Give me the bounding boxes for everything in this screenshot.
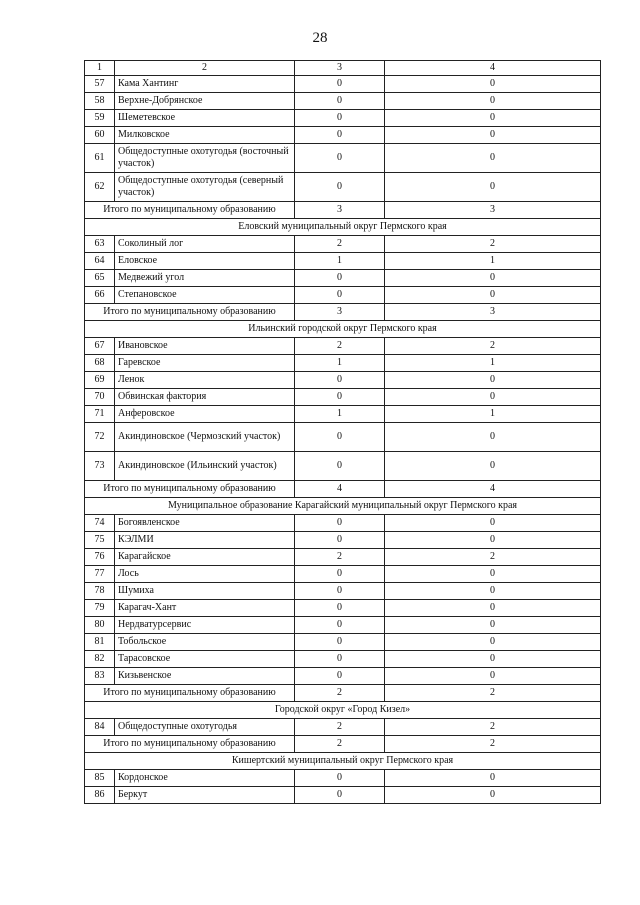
- column-3-value: 0: [295, 668, 385, 685]
- hunting-ground-name: Ивановское: [115, 338, 295, 355]
- table-row: [85, 617, 601, 634]
- column-4-value: 2: [385, 236, 601, 253]
- total-row: [85, 202, 601, 219]
- total-label: Итого по муниципальному образованию: [85, 481, 295, 498]
- column-4-value: 1: [385, 253, 601, 270]
- column-4-value: 0: [385, 651, 601, 668]
- section-header-row: [85, 219, 601, 236]
- hunting-ground-name: Верхне-Добрянское: [115, 93, 295, 110]
- row-number: 66: [85, 287, 115, 304]
- table-row: [85, 719, 601, 736]
- hunting-ground-name: Лось: [115, 566, 295, 583]
- municipality-heading: Кишертский муниципальный округ Пермского края: [85, 753, 601, 770]
- table-row: [85, 372, 601, 389]
- column-3-value: 0: [295, 76, 385, 93]
- column-4-value: 0: [385, 423, 601, 452]
- row-number: 70: [85, 389, 115, 406]
- column-3-value: 0: [295, 651, 385, 668]
- row-number: 63: [85, 236, 115, 253]
- column-3-value: 0: [295, 583, 385, 600]
- column-4-value: 2: [385, 719, 601, 736]
- column-number: 1: [85, 61, 115, 76]
- row-number: 74: [85, 515, 115, 532]
- table-row: [85, 515, 601, 532]
- total-row: [85, 481, 601, 498]
- table-row: [85, 127, 601, 144]
- column-3-value: 0: [295, 566, 385, 583]
- table-row: [85, 452, 601, 481]
- hunting-ground-name: Шеметевское: [115, 110, 295, 127]
- column-4-value: 0: [385, 668, 601, 685]
- column-4-value: 2: [385, 549, 601, 566]
- column-3-value: 0: [295, 452, 385, 481]
- column-4-value: 0: [385, 93, 601, 110]
- hunting-ground-name: Тарасовское: [115, 651, 295, 668]
- row-number: 82: [85, 651, 115, 668]
- column-3-value: 2: [295, 549, 385, 566]
- column-4-value: 0: [385, 770, 601, 787]
- column-3-value: 0: [295, 600, 385, 617]
- total-column-4-value: 4: [385, 481, 601, 498]
- table-row: [85, 144, 601, 173]
- column-3-value: 0: [295, 770, 385, 787]
- hunting-ground-name: Общедоступные охотугодья (восточный участок): [115, 144, 295, 173]
- hunting-ground-name: Беркут: [115, 787, 295, 804]
- column-4-value: 0: [385, 515, 601, 532]
- column-3-value: 2: [295, 719, 385, 736]
- hunting-ground-name: Общедоступные охотугодья: [115, 719, 295, 736]
- column-4-value: 2: [385, 338, 601, 355]
- section-header-row: [85, 753, 601, 770]
- total-column-3-value: 3: [295, 202, 385, 219]
- column-4-value: 0: [385, 452, 601, 481]
- row-number: 64: [85, 253, 115, 270]
- row-number: 85: [85, 770, 115, 787]
- section-header-row: [85, 321, 601, 338]
- total-column-4-value: 3: [385, 202, 601, 219]
- column-3-value: 0: [295, 144, 385, 173]
- municipality-heading: Еловский муниципальный округ Пермского края: [85, 219, 601, 236]
- row-number: 72: [85, 423, 115, 452]
- column-3-value: 0: [295, 110, 385, 127]
- column-3-value: 0: [295, 389, 385, 406]
- table-row: [85, 668, 601, 685]
- column-number: 2: [115, 61, 295, 76]
- total-label: Итого по муниципальному образованию: [85, 736, 295, 753]
- column-3-value: 0: [295, 617, 385, 634]
- hunting-ground-name: Нердватурсервис: [115, 617, 295, 634]
- column-number-row: [85, 61, 601, 76]
- row-number: 57: [85, 76, 115, 93]
- municipality-heading: Муниципальное образование Карагайский муниципальный округ Пермского края: [85, 498, 601, 515]
- column-number: 3: [295, 61, 385, 76]
- column-3-value: 1: [295, 355, 385, 372]
- row-number: 62: [85, 173, 115, 202]
- column-3-value: 0: [295, 787, 385, 804]
- total-row: [85, 304, 601, 321]
- hunting-ground-name: Кизьвенское: [115, 668, 295, 685]
- row-number: 69: [85, 372, 115, 389]
- total-column-4-value: 2: [385, 736, 601, 753]
- column-3-value: 0: [295, 515, 385, 532]
- row-number: 61: [85, 144, 115, 173]
- column-3-value: 0: [295, 173, 385, 202]
- column-3-value: 1: [295, 253, 385, 270]
- row-number: 71: [85, 406, 115, 423]
- table-row: [85, 287, 601, 304]
- total-column-3-value: 2: [295, 685, 385, 702]
- column-4-value: 1: [385, 355, 601, 372]
- row-number: 75: [85, 532, 115, 549]
- column-4-value: 0: [385, 583, 601, 600]
- column-3-value: 2: [295, 236, 385, 253]
- hunting-ground-name: КЭЛМИ: [115, 532, 295, 549]
- hunting-ground-name: Акиндиновское (Чермозский участок): [115, 423, 295, 452]
- column-4-value: 0: [385, 372, 601, 389]
- total-label: Итого по муниципальному образованию: [85, 202, 295, 219]
- hunting-ground-name: Шумиха: [115, 583, 295, 600]
- total-column-4-value: 2: [385, 685, 601, 702]
- municipality-heading: Ильинский городской округ Пермского края: [85, 321, 601, 338]
- table-row: [85, 770, 601, 787]
- table-row: [85, 566, 601, 583]
- table-row: [85, 253, 601, 270]
- allocation-table: [84, 60, 601, 804]
- column-3-value: 0: [295, 127, 385, 144]
- hunting-ground-name: Акиндиновское (Ильинский участок): [115, 452, 295, 481]
- column-4-value: 0: [385, 110, 601, 127]
- table-row: [85, 787, 601, 804]
- row-number: 81: [85, 634, 115, 651]
- table-row: [85, 338, 601, 355]
- row-number: 58: [85, 93, 115, 110]
- hunting-ground-name: Милковское: [115, 127, 295, 144]
- page-number: 28: [312, 30, 328, 46]
- total-row: [85, 685, 601, 702]
- table-row: [85, 236, 601, 253]
- total-column-4-value: 3: [385, 304, 601, 321]
- row-number: 79: [85, 600, 115, 617]
- column-3-value: 0: [295, 423, 385, 452]
- column-4-value: 0: [385, 617, 601, 634]
- total-column-3-value: 4: [295, 481, 385, 498]
- table-row: [85, 549, 601, 566]
- row-number: 80: [85, 617, 115, 634]
- table-row: [85, 355, 601, 372]
- section-header-row: [85, 702, 601, 719]
- column-4-value: 0: [385, 787, 601, 804]
- hunting-ground-name: Анферовское: [115, 406, 295, 423]
- row-number: 84: [85, 719, 115, 736]
- section-header-row: [85, 498, 601, 515]
- hunting-ground-name: Общедоступные охотугодья (северный участок): [115, 173, 295, 202]
- row-number: 83: [85, 668, 115, 685]
- hunting-ground-name: Ленок: [115, 372, 295, 389]
- column-number: 4: [385, 61, 601, 76]
- column-4-value: 0: [385, 566, 601, 583]
- total-label: Итого по муниципальному образованию: [85, 304, 295, 321]
- column-4-value: 0: [385, 389, 601, 406]
- table-body: [85, 61, 601, 804]
- column-3-value: 2: [295, 338, 385, 355]
- hunting-ground-name: Медвежий угол: [115, 270, 295, 287]
- column-4-value: 0: [385, 600, 601, 617]
- column-3-value: 0: [295, 532, 385, 549]
- column-3-value: 0: [295, 93, 385, 110]
- column-3-value: 0: [295, 372, 385, 389]
- column-4-value: 0: [385, 173, 601, 202]
- total-label: Итого по муниципальному образованию: [85, 685, 295, 702]
- column-4-value: 0: [385, 144, 601, 173]
- row-number: 86: [85, 787, 115, 804]
- row-number: 67: [85, 338, 115, 355]
- row-number: 59: [85, 110, 115, 127]
- column-3-value: 1: [295, 406, 385, 423]
- table-row: [85, 110, 601, 127]
- hunting-ground-name: Обвинская фактория: [115, 389, 295, 406]
- table-row: [85, 173, 601, 202]
- column-4-value: 0: [385, 532, 601, 549]
- table-row: [85, 532, 601, 549]
- row-number: 73: [85, 452, 115, 481]
- column-4-value: 0: [385, 270, 601, 287]
- table-row: [85, 76, 601, 93]
- hunting-ground-name: Гаревское: [115, 355, 295, 372]
- municipality-heading: Городской округ «Город Кизел»: [85, 702, 601, 719]
- table-row: [85, 423, 601, 452]
- row-number: 76: [85, 549, 115, 566]
- table-row: [85, 634, 601, 651]
- column-3-value: 0: [295, 634, 385, 651]
- hunting-ground-name: Еловское: [115, 253, 295, 270]
- hunting-ground-name: Карагач-Хант: [115, 600, 295, 617]
- hunting-ground-name: Богоявленское: [115, 515, 295, 532]
- row-number: 78: [85, 583, 115, 600]
- hunting-ground-name: Тобольское: [115, 634, 295, 651]
- table-row: [85, 600, 601, 617]
- table-row: [85, 389, 601, 406]
- column-4-value: 0: [385, 634, 601, 651]
- table-row: [85, 270, 601, 287]
- hunting-ground-name: Кордонское: [115, 770, 295, 787]
- column-4-value: 0: [385, 76, 601, 93]
- table-row: [85, 583, 601, 600]
- table-row: [85, 651, 601, 668]
- total-column-3-value: 2: [295, 736, 385, 753]
- hunting-ground-name: Карагайское: [115, 549, 295, 566]
- column-4-value: 1: [385, 406, 601, 423]
- total-row: [85, 736, 601, 753]
- row-number: 65: [85, 270, 115, 287]
- table-row: [85, 93, 601, 110]
- total-column-3-value: 3: [295, 304, 385, 321]
- column-4-value: 0: [385, 287, 601, 304]
- column-3-value: 0: [295, 287, 385, 304]
- hunting-ground-name: Степановское: [115, 287, 295, 304]
- column-4-value: 0: [385, 127, 601, 144]
- table-row: [85, 406, 601, 423]
- column-3-value: 0: [295, 270, 385, 287]
- row-number: 77: [85, 566, 115, 583]
- hunting-ground-name: Кама Хантинг: [115, 76, 295, 93]
- hunting-ground-name: Соколиный лог: [115, 236, 295, 253]
- row-number: 60: [85, 127, 115, 144]
- row-number: 68: [85, 355, 115, 372]
